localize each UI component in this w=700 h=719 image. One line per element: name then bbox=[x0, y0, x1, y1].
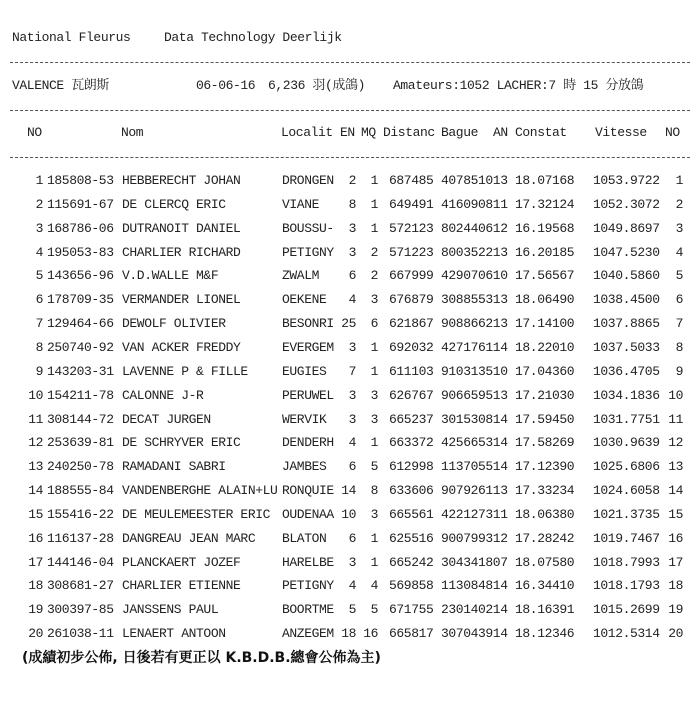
localite: ANZEGEM bbox=[282, 626, 334, 642]
row-no: 16 bbox=[28, 530, 43, 546]
row-no-right: 10 bbox=[668, 387, 683, 403]
table-row bbox=[0, 577, 700, 595]
speed: 1025.6806 bbox=[593, 459, 660, 475]
member-name: V.D.WALLE M&F bbox=[122, 268, 219, 284]
row-no: 15 bbox=[28, 506, 43, 522]
arrival-time: 18.12346 bbox=[515, 626, 575, 642]
marked-count: 1 bbox=[370, 530, 378, 546]
member-id: 308681-27 bbox=[47, 578, 114, 594]
speed: 1047.5230 bbox=[593, 244, 660, 260]
marked-count: 16 bbox=[363, 626, 378, 642]
distance: 687485 bbox=[389, 173, 434, 188]
row-no: 17 bbox=[28, 554, 43, 570]
speed: 1018.7993 bbox=[593, 554, 660, 570]
engaged-count: 4 bbox=[348, 578, 356, 594]
engaged-count: 18 bbox=[341, 626, 356, 642]
marked-count: 1 bbox=[370, 339, 378, 355]
distance: 665561 bbox=[389, 506, 434, 522]
row-no-right: 15 bbox=[668, 506, 683, 522]
arrival-time: 17.04360 bbox=[515, 363, 575, 379]
engaged-count: 3 bbox=[348, 339, 356, 355]
member-id: 178709-35 bbox=[47, 292, 114, 308]
column-header-row bbox=[0, 124, 700, 142]
distance: 665242 bbox=[389, 554, 434, 570]
engaged-count: 6 bbox=[348, 268, 356, 284]
arrival-time: 17.56567 bbox=[515, 268, 575, 284]
member-name: DE MEULEMEESTER ERIC bbox=[122, 506, 271, 522]
row-no: 2 bbox=[35, 196, 43, 212]
localite: PETIGNY bbox=[282, 244, 334, 260]
engaged-count: 14 bbox=[341, 483, 356, 499]
member-name: HEBBERECHT JOHAN bbox=[122, 173, 241, 188]
engaged-count: 8 bbox=[348, 196, 356, 212]
ring-number: 910313510 bbox=[441, 363, 508, 379]
distance: 665237 bbox=[389, 411, 434, 427]
engaged-count: 4 bbox=[348, 292, 356, 308]
engaged-count: 10 bbox=[341, 506, 356, 522]
marked-count: 8 bbox=[370, 483, 378, 499]
speed: 1019.7467 bbox=[593, 530, 660, 546]
localite: RONQUIE bbox=[282, 483, 334, 499]
race-amateurs-release: Amateurs:1052 LACHER:7 時 15 分放鴿 bbox=[393, 78, 644, 93]
marked-count: 1 bbox=[370, 363, 378, 379]
member-id: 143203-31 bbox=[47, 363, 114, 379]
member-id: 195053-83 bbox=[47, 244, 114, 260]
speed: 1036.4705 bbox=[593, 363, 660, 379]
footer-note: (成績初步公佈, 日後若有更正以 K.B.D.B.總會公佈為主) bbox=[22, 650, 381, 666]
arrival-time: 17.58269 bbox=[515, 435, 575, 451]
col-an: AN bbox=[493, 125, 508, 140]
org-name: National Fleurus bbox=[12, 30, 131, 45]
member-name: VAN ACKER FREDDY bbox=[122, 339, 241, 355]
localite: VIANE bbox=[282, 196, 320, 212]
speed: 1030.9639 bbox=[593, 435, 660, 451]
col-localit: Localit bbox=[281, 125, 333, 140]
marked-count: 3 bbox=[370, 387, 378, 403]
table-row bbox=[0, 434, 700, 452]
row-no-right: 9 bbox=[675, 363, 683, 379]
speed: 1052.3072 bbox=[593, 196, 660, 212]
engaged-count: 3 bbox=[348, 244, 356, 260]
marked-count: 6 bbox=[370, 316, 378, 332]
ring-number: 802440612 bbox=[441, 220, 508, 236]
speed: 1053.9722 bbox=[593, 173, 660, 188]
engaged-count: 5 bbox=[348, 602, 356, 618]
ring-number: 900799312 bbox=[441, 530, 508, 546]
arrival-time: 17.33234 bbox=[515, 483, 575, 499]
row-no: 20 bbox=[28, 626, 43, 642]
arrival-time: 17.12390 bbox=[515, 459, 575, 475]
divider bbox=[10, 157, 690, 158]
race-date: 06-06-16 bbox=[196, 78, 256, 93]
ring-number: 304341807 bbox=[441, 554, 508, 570]
distance: 671755 bbox=[389, 602, 434, 618]
localite: EUGIES bbox=[282, 363, 327, 379]
distance: 572123 bbox=[389, 220, 434, 236]
ring-number: 307043914 bbox=[441, 626, 508, 642]
distance: 667999 bbox=[389, 268, 434, 284]
distance: 633606 bbox=[389, 483, 434, 499]
arrival-time: 16.19568 bbox=[515, 220, 575, 236]
engaged-count: 3 bbox=[348, 554, 356, 570]
member-id: 155416-22 bbox=[47, 506, 114, 522]
row-no-right: 12 bbox=[668, 435, 683, 451]
marked-count: 1 bbox=[370, 435, 378, 451]
row-no-right: 4 bbox=[675, 244, 683, 260]
arrival-time: 16.20185 bbox=[515, 244, 575, 260]
speed: 1038.4500 bbox=[593, 292, 660, 308]
member-name: DUTRANOIT DANIEL bbox=[122, 220, 241, 236]
row-no: 8 bbox=[35, 339, 43, 355]
col-no-right: NO bbox=[665, 125, 680, 140]
speed: 1037.8865 bbox=[593, 316, 660, 332]
ring-number: 416090811 bbox=[441, 196, 508, 212]
table-row bbox=[0, 530, 700, 548]
row-no-right: 17 bbox=[668, 554, 683, 570]
arrival-time: 18.07580 bbox=[515, 554, 575, 570]
row-no-right: 5 bbox=[675, 268, 683, 284]
distance: 663372 bbox=[389, 435, 434, 451]
member-name: DE SCHRYVER ERIC bbox=[122, 435, 241, 451]
marked-count: 1 bbox=[370, 554, 378, 570]
member-name: DEWOLF OLIVIER bbox=[122, 316, 226, 332]
distance: 692032 bbox=[389, 339, 434, 355]
row-no: 19 bbox=[28, 602, 43, 618]
marked-count: 5 bbox=[370, 459, 378, 475]
marked-count: 2 bbox=[370, 268, 378, 284]
localite: BOUSSU- bbox=[282, 220, 334, 236]
localite: BESONRI bbox=[282, 316, 334, 332]
member-name: LENAERT ANTOON bbox=[122, 626, 226, 642]
row-no: 10 bbox=[28, 387, 43, 403]
table-row bbox=[0, 244, 700, 262]
member-name: CALONNE J-R bbox=[122, 387, 204, 403]
member-id: 308144-72 bbox=[47, 411, 114, 427]
ring-number: 301530814 bbox=[441, 411, 508, 427]
table-row bbox=[0, 554, 700, 572]
ring-number: 906659513 bbox=[441, 387, 508, 403]
table-row bbox=[0, 315, 700, 333]
marked-count: 4 bbox=[370, 578, 378, 594]
table-row bbox=[0, 220, 700, 238]
member-name: PLANCKAERT JOZEF bbox=[122, 554, 241, 570]
speed: 1018.1793 bbox=[593, 578, 660, 594]
divider bbox=[10, 62, 690, 63]
distance: 676879 bbox=[389, 292, 434, 308]
arrival-time: 18.06380 bbox=[515, 506, 575, 522]
engaged-count: 6 bbox=[348, 459, 356, 475]
marked-count: 2 bbox=[370, 244, 378, 260]
row-no-right: 13 bbox=[668, 459, 683, 475]
row-no: 9 bbox=[35, 363, 43, 379]
localite: BOORTME bbox=[282, 602, 334, 618]
marked-count: 3 bbox=[370, 411, 378, 427]
ring-number: 429070610 bbox=[441, 268, 508, 284]
member-id: 144146-04 bbox=[47, 554, 114, 570]
table-row bbox=[0, 267, 700, 285]
localite: WERVIK bbox=[282, 411, 327, 427]
ring-number: 427176114 bbox=[441, 339, 508, 355]
row-no: 3 bbox=[35, 220, 43, 236]
marked-count: 1 bbox=[370, 196, 378, 212]
row-no-right: 16 bbox=[668, 530, 683, 546]
localite: EVERGEM bbox=[282, 339, 334, 355]
distance: 665817 bbox=[389, 626, 434, 642]
arrival-time: 17.59450 bbox=[515, 411, 575, 427]
row-no: 1 bbox=[35, 173, 43, 188]
ring-number: 907926113 bbox=[441, 483, 508, 499]
table-row bbox=[0, 601, 700, 619]
col-constat: Constat bbox=[515, 125, 567, 140]
table-row bbox=[0, 291, 700, 309]
table-row bbox=[0, 339, 700, 357]
ring-number: 422127311 bbox=[441, 506, 508, 522]
localite: OEKENE bbox=[282, 292, 327, 308]
provider-name: Data Technology Deerlijk bbox=[164, 30, 342, 45]
member-name: DE CLERCQ ERIC bbox=[122, 196, 226, 212]
col-en: EN bbox=[340, 125, 355, 140]
localite: PETIGNY bbox=[282, 578, 334, 594]
speed: 1049.8697 bbox=[593, 220, 660, 236]
distance: 612998 bbox=[389, 459, 434, 475]
row-no: 11 bbox=[28, 411, 43, 427]
speed: 1015.2699 bbox=[593, 602, 660, 618]
member-name: VANDENBERGHE ALAIN+LU bbox=[122, 483, 278, 499]
member-id: 154211-78 bbox=[47, 387, 114, 403]
localite: ZWALM bbox=[282, 268, 320, 284]
member-id: 168786-06 bbox=[47, 220, 114, 236]
row-no: 7 bbox=[35, 316, 43, 332]
engaged-count: 3 bbox=[348, 411, 356, 427]
localite: HARELBE bbox=[282, 554, 334, 570]
distance: 621867 bbox=[389, 316, 434, 332]
row-no-right: 8 bbox=[675, 339, 683, 355]
table-row bbox=[0, 458, 700, 476]
localite: JAMBES bbox=[282, 459, 327, 475]
row-no: 6 bbox=[35, 292, 43, 308]
race-place: VALENCE 瓦朗斯 bbox=[12, 78, 110, 93]
table-row bbox=[0, 625, 700, 643]
arrival-time: 16.34410 bbox=[515, 578, 575, 594]
localite: PERUWEL bbox=[282, 387, 334, 403]
member-id: 240250-78 bbox=[47, 459, 114, 475]
localite: OUDENAA bbox=[282, 506, 334, 522]
distance: 625516 bbox=[389, 530, 434, 546]
member-id: 116137-28 bbox=[47, 530, 114, 546]
member-id: 143656-96 bbox=[47, 268, 114, 284]
col-bague: Bague bbox=[441, 125, 479, 140]
speed: 1034.1836 bbox=[593, 387, 660, 403]
arrival-time: 18.07168 bbox=[515, 173, 575, 188]
member-name: CHARLIER RICHARD bbox=[122, 244, 241, 260]
divider bbox=[10, 110, 690, 111]
distance: 611103 bbox=[389, 363, 434, 379]
row-no: 4 bbox=[35, 244, 43, 260]
engaged-count: 3 bbox=[348, 387, 356, 403]
marked-count: 3 bbox=[370, 292, 378, 308]
speed: 1021.3735 bbox=[593, 506, 660, 522]
member-id: 188555-84 bbox=[47, 483, 114, 499]
member-id: 250740-92 bbox=[47, 339, 114, 355]
engaged-count: 7 bbox=[348, 363, 356, 379]
table-row bbox=[0, 482, 700, 500]
row-no-right: 1 bbox=[675, 173, 683, 188]
speed: 1037.5033 bbox=[593, 339, 660, 355]
arrival-time: 18.06490 bbox=[515, 292, 575, 308]
row-no-right: 20 bbox=[668, 626, 683, 642]
arrival-time: 17.14100 bbox=[515, 316, 575, 332]
row-no-right: 18 bbox=[668, 578, 683, 594]
col-vitesse: Vitesse bbox=[595, 125, 647, 140]
member-name: DANGREAU JEAN MARC bbox=[122, 530, 256, 546]
member-name: VERMANDER LIONEL bbox=[122, 292, 241, 308]
row-no: 5 bbox=[35, 268, 43, 284]
localite: DRONGEN bbox=[282, 173, 334, 188]
engaged-count: 3 bbox=[348, 220, 356, 236]
member-id: 129464-66 bbox=[47, 316, 114, 332]
speed: 1031.7751 bbox=[593, 411, 660, 427]
marked-count: 1 bbox=[370, 220, 378, 236]
col-no: NO bbox=[27, 125, 42, 140]
engaged-count: 25 bbox=[341, 316, 356, 332]
member-id: 261038-11 bbox=[47, 626, 114, 642]
table-row bbox=[0, 196, 700, 214]
row-no-right: 3 bbox=[675, 220, 683, 236]
localite: BLATON bbox=[282, 530, 327, 546]
member-name: LAVENNE P & FILLE bbox=[122, 363, 248, 379]
row-no-right: 19 bbox=[668, 602, 683, 618]
member-name: JANSSENS PAUL bbox=[122, 602, 219, 618]
speed: 1012.5314 bbox=[593, 626, 660, 642]
arrival-time: 18.22010 bbox=[515, 339, 575, 355]
row-no-right: 2 bbox=[675, 196, 683, 212]
member-id: 253639-81 bbox=[47, 435, 114, 451]
arrival-time: 18.16391 bbox=[515, 602, 575, 618]
ring-number: 407851013 bbox=[441, 173, 508, 188]
member-id: 115691-67 bbox=[47, 196, 114, 212]
table-row bbox=[0, 387, 700, 405]
distance: 649491 bbox=[389, 196, 434, 212]
marked-count: 3 bbox=[370, 506, 378, 522]
member-id: 185808-53 bbox=[47, 173, 114, 188]
table-row bbox=[0, 506, 700, 524]
marked-count: 1 bbox=[370, 173, 378, 188]
row-no-right: 14 bbox=[668, 483, 683, 499]
engaged-count: 4 bbox=[348, 435, 356, 451]
ring-number: 230140214 bbox=[441, 602, 508, 618]
row-no-right: 6 bbox=[675, 292, 683, 308]
row-no: 18 bbox=[28, 578, 43, 594]
race-birds: 6,236 羽(成鴿) bbox=[268, 78, 366, 93]
arrival-time: 17.21030 bbox=[515, 387, 575, 403]
distance: 626767 bbox=[389, 387, 434, 403]
col-mq: MQ bbox=[361, 125, 376, 140]
ring-number: 113705514 bbox=[441, 459, 508, 475]
ring-number: 308855313 bbox=[441, 292, 508, 308]
table-row bbox=[0, 363, 700, 381]
row-no-right: 11 bbox=[668, 411, 683, 427]
row-no: 13 bbox=[28, 459, 43, 475]
arrival-time: 17.28242 bbox=[515, 530, 575, 546]
row-no-right: 7 bbox=[675, 316, 683, 332]
table-row bbox=[0, 411, 700, 429]
distance: 571223 bbox=[389, 244, 434, 260]
member-name: CHARLIER ETIENNE bbox=[122, 578, 241, 594]
ring-number: 425665314 bbox=[441, 435, 508, 451]
ring-number: 908866213 bbox=[441, 316, 508, 332]
speed: 1040.5860 bbox=[593, 268, 660, 284]
speed: 1024.6058 bbox=[593, 483, 660, 499]
row-no: 14 bbox=[28, 483, 43, 499]
marked-count: 5 bbox=[370, 602, 378, 618]
member-id: 300397-85 bbox=[47, 602, 114, 618]
distance: 569858 bbox=[389, 578, 434, 594]
engaged-count: 2 bbox=[348, 173, 356, 188]
table-row bbox=[0, 172, 700, 190]
arrival-time: 17.32124 bbox=[515, 196, 575, 212]
col-distanc: Distanc bbox=[383, 125, 435, 140]
member-name: RAMADANI SABRI bbox=[122, 459, 226, 475]
engaged-count: 6 bbox=[348, 530, 356, 546]
col-nom: Nom bbox=[121, 125, 144, 140]
row-no: 12 bbox=[28, 435, 43, 451]
ring-number: 113084814 bbox=[441, 578, 508, 594]
localite: DENDERH bbox=[282, 435, 334, 451]
member-name: DECAT JURGEN bbox=[122, 411, 211, 427]
ring-number: 800352213 bbox=[441, 244, 508, 260]
